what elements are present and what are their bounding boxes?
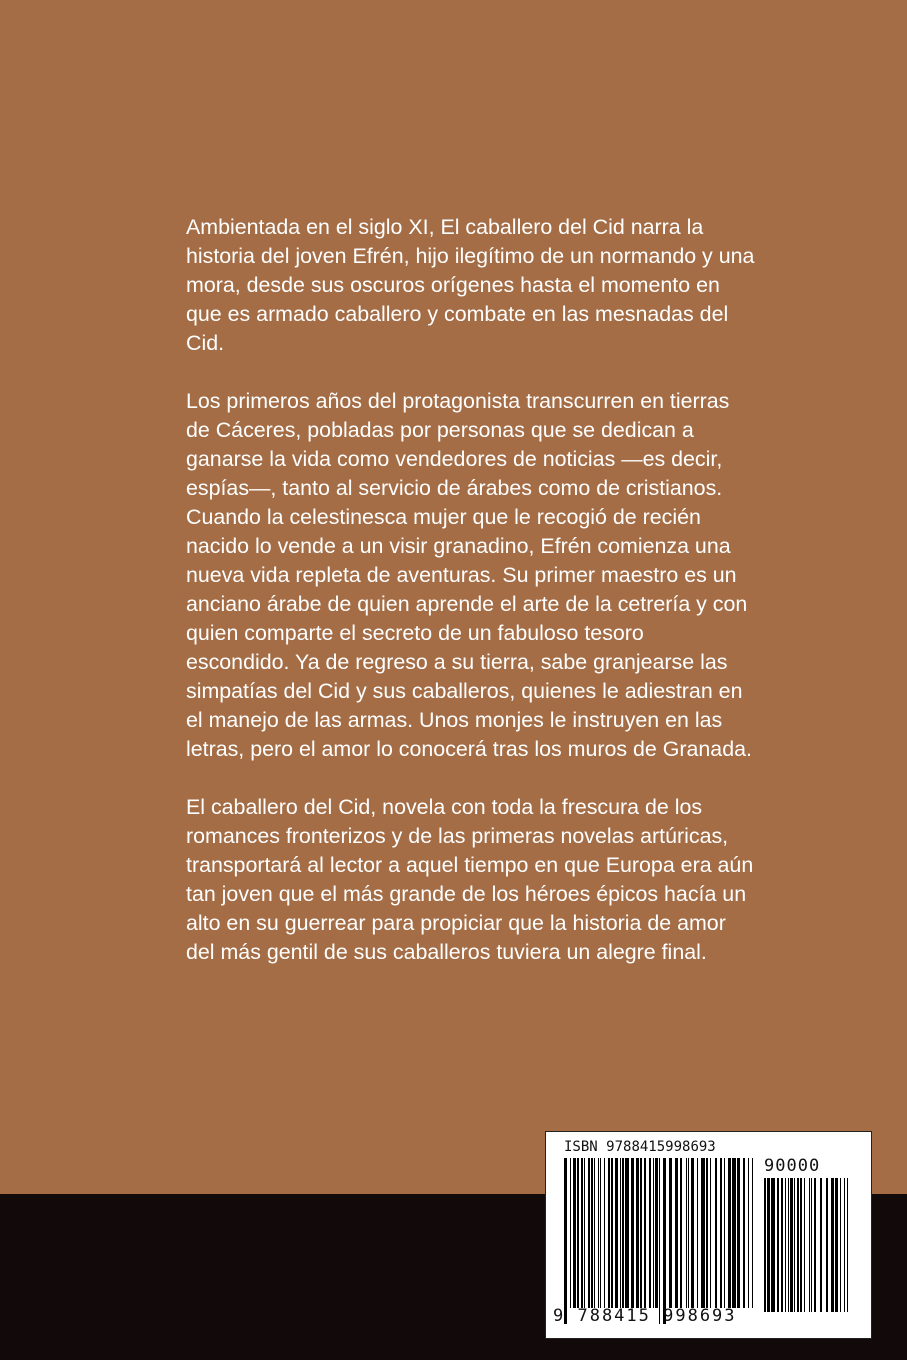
synopsis-paragraph-1: Ambientada en el siglo XI, El caballero del Cid narra la historia del joven Efrén, hijo ilegítimo de un normando y una mora, desde sus oscuros orígenes hasta el momento en que es armado caballero y combate en las mesnadas del Cid. [186,215,755,355]
barcode-bar [655,1158,658,1308]
barcode-bar [737,1158,740,1308]
barcode-bar [615,1158,618,1308]
barcode-bar [584,1158,585,1308]
barcode-bar [831,1178,834,1312]
synopsis-paragraph-2: Los primeros años del protagonista transcurren en tierras de Cáceres, pobladas por personas que se dedican a ganarse la vida como vendedores de noticias —es decir, espías—, tanto al servicio de árabes como de cristianos. Cuando la celestinesca mujer que le recogió de recién nacido lo vende a un visir granadino, Efrén comienza una nueva vida repleta de aventuras. Su primer maestro es un anciano árabe de quien aprende el arte de la cetrería y con quien comparte el secreto de un fabuloso tesoro escondido. Ya de regreso a su tierra, sabe granjearse las simpatías del Cid y sus caballeros, quienes le adiestran en el manejo de las armas. Unos monjes le instruyen en las letras, pero el amor lo conocerá tras los muros de Granada. [186,389,752,761]
barcode-bar [728,1158,731,1308]
barcode-bar [688,1158,689,1308]
barcode-bar [743,1158,745,1308]
isbn-barcode-box [545,1131,872,1339]
barcode-bar [847,1178,848,1312]
barcode-bar [797,1178,799,1312]
barcode-bar [620,1158,621,1308]
price-addon-digits: 90000 [764,1156,821,1176]
barcode-bar [594,1158,595,1308]
barcode-bar [570,1158,571,1308]
barcode-bar [767,1178,770,1312]
barcode-bar [581,1158,583,1308]
barcode-bar [598,1158,599,1308]
barcode-bar [804,1178,805,1312]
barcode-bar [663,1158,666,1324]
barcode-bar [622,1158,624,1308]
barcode-bar [764,1178,766,1312]
barcode-bar [564,1158,567,1324]
barcode-bar [591,1158,593,1308]
barcode-bar [771,1178,775,1312]
barcode-bar [826,1178,828,1312]
barcode-bar [631,1158,634,1308]
barcode-bar [790,1178,793,1312]
barcode-bar [697,1158,698,1308]
barcode-bar [814,1178,816,1312]
barcode-bar [573,1158,576,1308]
barcode-bar [777,1178,779,1312]
synopsis-text [186,213,786,996]
barcode-bar [686,1158,687,1308]
barcode-bar [640,1158,642,1308]
barcode-bar [732,1158,736,1308]
barcode-bar [809,1178,810,1312]
ean13-barcode-bars [564,1158,759,1326]
barcode-bar [811,1178,812,1312]
barcode-bar [691,1158,694,1308]
barcode-bar [625,1158,629,1308]
barcode-bar [794,1178,795,1312]
barcode-bar [611,1158,613,1308]
synopsis-paragraph-3: El caballero del Cid, novela con toda la frescura de los romances fronterizos y de las primeras novelas artúricas, transportará al lector a aquel tiempo en que Europa era aún tan joven que el más grande de los héroes épicos hacía un alto en su guerrear para propiciar que la historia de amor del más gentil de sus caballeros tuviera un alegre final. [186,795,754,964]
barcode-bar [701,1158,705,1308]
barcode-bar [844,1178,845,1312]
barcode-bar [785,1178,786,1312]
barcode-bar [710,1158,711,1308]
barcode-bar [715,1158,717,1308]
barcode-bar [781,1178,783,1312]
barcode-bar [577,1158,579,1308]
addon-barcode-bars [764,1178,852,1313]
isbn-number: 9788415998693 [606,1139,716,1155]
barcode-bar [644,1158,646,1308]
barcode-bar [820,1178,822,1312]
barcode-bar [653,1158,654,1308]
barcode-bar [752,1158,753,1308]
barcode-bar [724,1158,725,1308]
barcode-bar [840,1178,841,1312]
barcode-bar [706,1158,708,1308]
isbn-label [564,1139,716,1155]
barcode-bar [636,1158,639,1308]
barcode-bar [720,1158,722,1308]
barcode-bar [675,1158,678,1308]
barcode-bar [800,1178,802,1312]
barcode-bar [680,1158,682,1308]
barcode-bar [608,1158,610,1308]
isbn-prefix: ISBN [564,1139,598,1155]
barcode-bar [588,1158,590,1308]
barcode-bar [649,1158,651,1308]
ean13-human-readable-digits: 9 788415 998693 [553,1306,737,1326]
barcode-bar [748,1158,749,1308]
barcode-bar [835,1178,838,1312]
barcode-bar [600,1158,601,1308]
barcode-bar [604,1158,605,1308]
barcode-bar [788,1178,789,1312]
barcode-bar [659,1158,660,1324]
barcode-bar [669,1158,672,1308]
